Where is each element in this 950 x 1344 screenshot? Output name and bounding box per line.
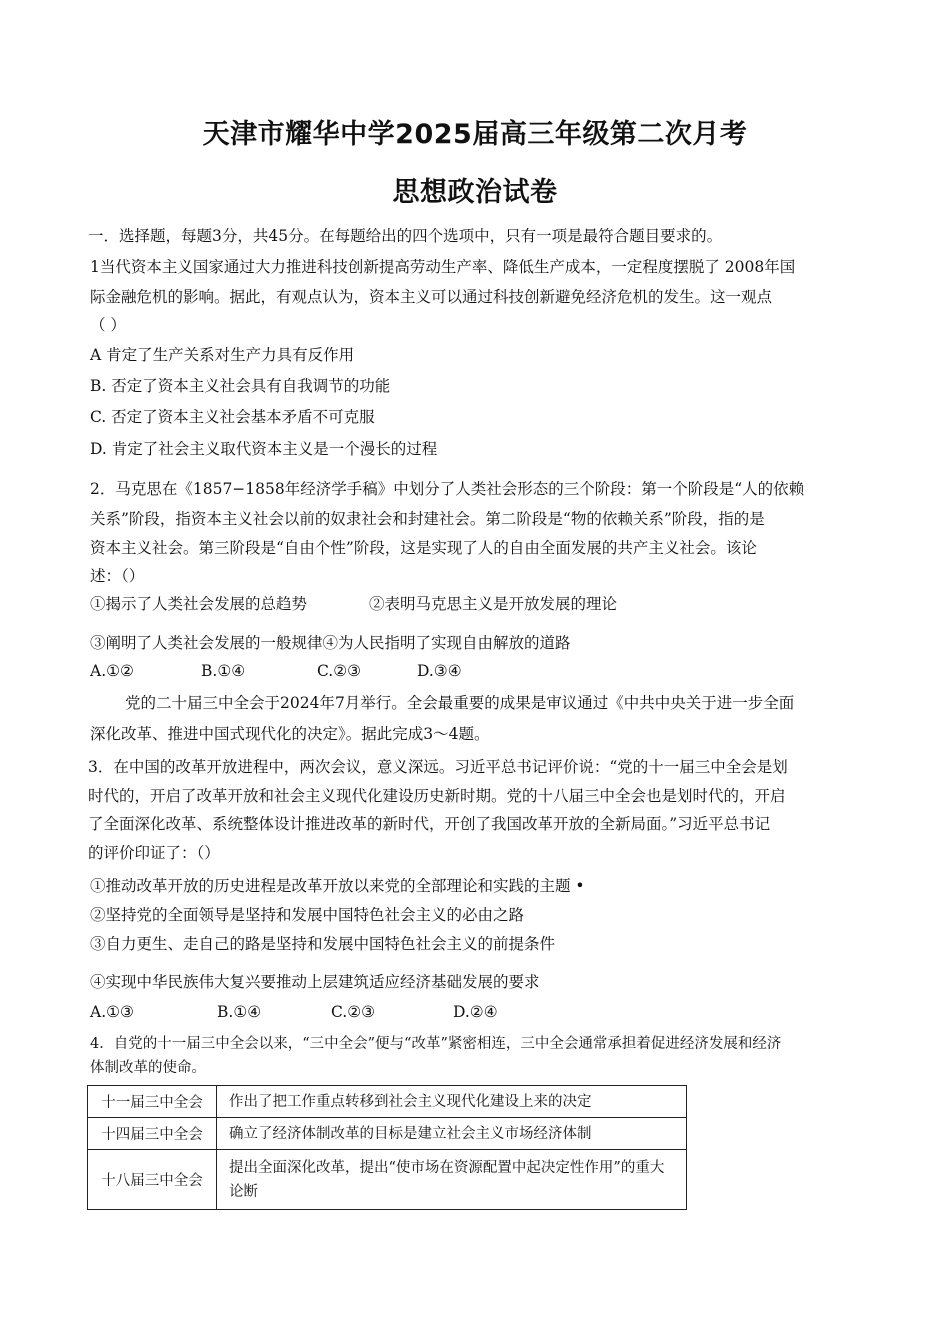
q3-stem-line: 了全面深化改革、系统整体设计推进改革的新时代，开创了我国改革开放的全新局面。”习近平总书记 <box>88 815 771 833</box>
q2-choice-b: B.①④ <box>201 662 246 680</box>
q1-option-d: D. 肯定了社会主义取代资本主义是一个漫长的过程 <box>90 440 438 458</box>
q2-stem-line: 2．马克思在《1857−1858年经济学手稿》中划分了人类社会形态的三个阶段：第一个阶段是“人的依赖 <box>90 480 805 498</box>
q4-stem-line: 体制改革的使命。 <box>90 1060 206 1076</box>
q1-stem-line: 际金融危机的影响。据此，有观点认为，资本主义可以通过科技创新避免经济危机的发生。这一观点 <box>90 288 773 306</box>
q1-option-c: C. 否定了资本主义社会基本矛盾不可克服 <box>90 408 375 426</box>
table-row <box>88 1086 687 1118</box>
q3-choice-b: B.①④ <box>217 1003 262 1021</box>
q2-statement-1: ①揭示了人类社会发展的总趋势 <box>90 595 308 613</box>
table-cell-session: 十八届三中全会 <box>88 1150 217 1210</box>
table-cell-content: 提出全面深化改革，提出“使市场在资源配置中起决定性作用”的重大论断 <box>217 1150 687 1210</box>
table-cell-content: 确立了经济体制改革的目标是建立社会主义市场经济体制 <box>217 1118 687 1150</box>
q2-stem-line: 关系”阶段，指资本主义社会以前的奴隶社会和封建社会。第二阶段是“物的依赖关系”阶段，指的是 <box>90 510 765 528</box>
exam-subtitle: 思想政治试卷 <box>392 177 558 208</box>
q1-stem-line: 1当代资本主义国家通过大力推进科技创新提高劳动生产率、降低生产成本，一定程度摆脱了 2008年国 <box>90 258 796 276</box>
q2-choice-a: A.①② <box>90 662 134 680</box>
reform-table <box>87 1085 687 1210</box>
q2-stem-line: 资本主义社会。第三阶段是“自由个性”阶段，这是实现了人的自由全面发展的共产主义社会。该论 <box>90 539 757 557</box>
q2-stem-line: 述：（） <box>90 567 145 585</box>
q2-choices <box>90 661 462 681</box>
q2-choice-c: C.②③ <box>317 662 362 680</box>
material-line: 深化改革、推进中国式现代化的决定》。据此完成3～4题。 <box>90 725 490 743</box>
material-line: 党的二十届三中全会于2024年7月举行。全会最重要的成果是审议通过《中共中央关于进一步全面 <box>125 694 795 712</box>
q3-choices <box>90 1002 498 1022</box>
table-row <box>88 1118 687 1150</box>
q3-stem-line: 的评价印证了：（） <box>88 844 220 862</box>
q2-statement-3-4: ③阐明了人类社会发展的一般规律④为人民指明了实现自由解放的道路 <box>90 634 571 652</box>
q1-stem-line: （ ） <box>90 316 126 334</box>
table-row <box>88 1150 687 1210</box>
section-instruction: 一．选择题，每题3分，共45分。在每题给出的四个选项中，只有一项是最符合题目要求的。 <box>88 227 723 245</box>
table-cell-session: 十四届三中全会 <box>88 1118 217 1150</box>
q3-stem-line: 3．在中国的改革开放进程中，两次会议，意义深远。习近平总书记评价说：“党的十一届三中全会是划 <box>88 758 788 776</box>
q1-option-b: B. 否定了资本主义社会具有自我调节的功能 <box>90 377 391 395</box>
q2-statement-2: ②表明马克思主义是开放发展的理论 <box>369 595 618 613</box>
q3-statement: ②坚持党的全面领导是坚持和发展中国特色社会主义的必由之路 <box>90 906 525 924</box>
q3-choice-a: A.①③ <box>90 1003 134 1021</box>
q3-statement: ①推动改革开放的历史进程是改革开放以来党的全部理论和实践的主题 • <box>90 877 585 895</box>
q3-choice-c: C.②③ <box>331 1003 376 1021</box>
q3-stem-line: 时代的，开启了改革开放和社会主义现代化建设历史新时期。党的十八届三中全会也是划时代的，开启 <box>88 787 786 805</box>
q4-stem-line: 4．自党的十一届三中全会以来，“三中全会”便与“改革”紧密相连，三中全会通常承担着促进经济发展和经济 <box>90 1036 782 1052</box>
q1-option-a: A 肯定了生产关系对生产力具有反作用 <box>90 346 355 364</box>
exam-title: 天津市耀华中学2025届高三年级第二次月考 <box>202 119 748 150</box>
q3-statement: ③自力更生、走自己的路是坚持和发展中国特色社会主义的前提条件 <box>90 935 556 953</box>
q3-statement: ④实现中华民族伟大复兴要推动上层建筑适应经济基础发展的要求 <box>90 973 540 991</box>
q2-choice-d: D.③④ <box>417 662 462 680</box>
q3-choice-d: D.②④ <box>453 1003 498 1021</box>
table-cell-content: 作出了把工作重点转移到社会主义现代化建设上来的决定 <box>217 1086 687 1118</box>
table-cell-session: 十一届三中全会 <box>88 1086 217 1118</box>
